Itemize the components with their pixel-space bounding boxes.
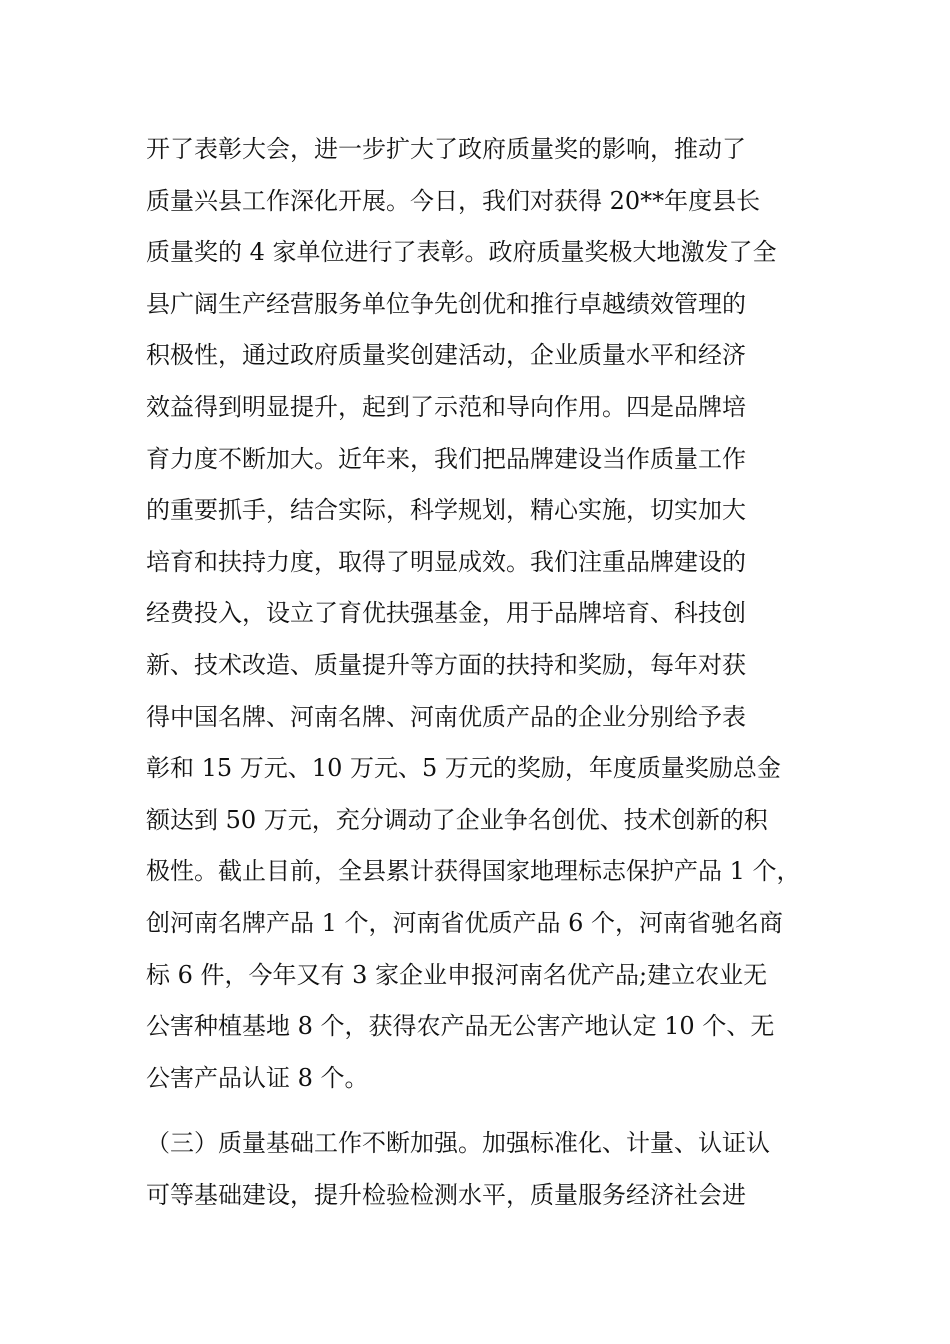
text-line: 可等基础建设，提升检验检测水平，质量服务经济社会进 [146,1180,746,1209]
text-line: 彰和 15 万元、10 万元、5 万元的奖励，年度质量奖励总金 [146,754,781,783]
text-line: 标 6 件，今年又有 3 家企业申报河南名优产品;建立农业无 [146,960,768,989]
text-line: 质量奖的 4 家单位进行了表彰。政府质量奖极大地激发了全 [146,238,777,267]
body-paragraph [146,124,816,1104]
section-paragraph [146,1118,816,1221]
text-line: 额达到 50 万元，充分调动了企业争名创优、技术创新的积 [146,805,768,834]
text-line: 效益得到明显提升，起到了示范和导向作用。四是品牌培 [146,392,746,421]
text-line: 开了表彰大会，进一步扩大了政府质量奖的影响，推动了 [146,135,746,163]
text-line: 县广阔生产经营服务单位争先创优和推行卓越绩效管理的 [146,289,746,318]
text-line: 育力度不断加大。近年来，我们把品牌建设当作质量工作 [146,444,746,473]
text-line: 的重要抓手，结合实际，科学规划，精心实施，切实加大 [146,496,746,525]
text-line: 极性。截止目前，全县累计获得国家地理标志保护产品 1 个， [146,857,801,886]
text-line: 得中国名牌、河南名牌、河南优质产品的企业分别给予表 [146,702,746,731]
text-line: 培育和扶持力度，取得了明显成效。我们注重品牌建设的 [146,547,746,576]
text-line: 新、技术改造、质量提升等方面的扶持和奖励，每年对获 [146,650,746,679]
text-line: 公害产品认证 8 个。 [146,1063,369,1092]
text-line: 质量兴县工作深化开展。今日，我们对获得 20**年度县长 [146,186,761,215]
text-line: 积极性，通过政府质量奖创建活动，企业质量水平和经济 [146,341,746,370]
text-line: 经费投入，设立了育优扶强基金，用于品牌培育、科技创 [146,599,746,628]
text-line: 公害种植基地 8 个，获得农产品无公害产地认定 10 个、无 [146,1012,775,1041]
text-line: 创河南名牌产品 1 个，河南省优质产品 6 个，河南省驰名商 [146,908,784,937]
text-line: （三）质量基础工作不断加强。加强标准化、计量、认证认 [146,1129,770,1157]
